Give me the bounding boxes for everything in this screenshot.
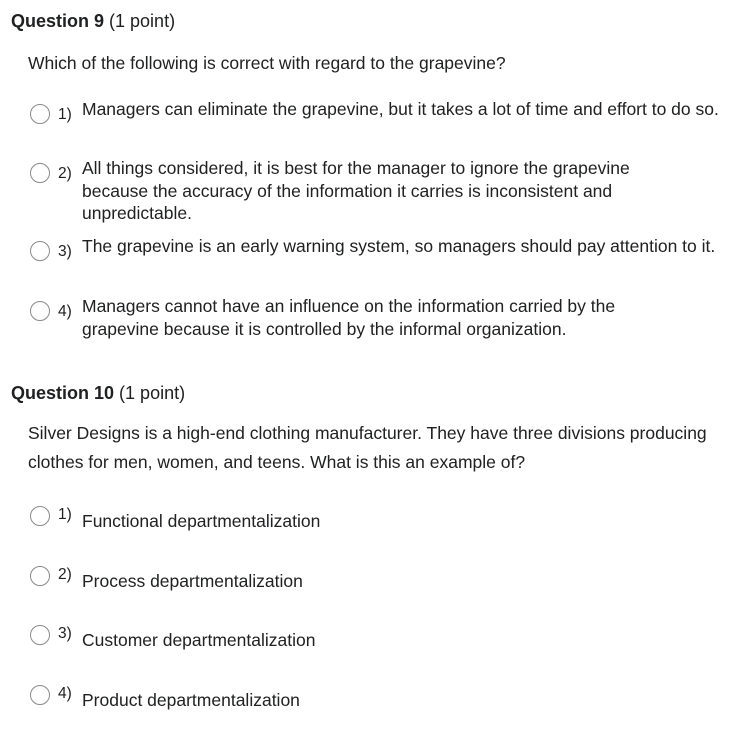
question-10-option-4[interactable] [30, 684, 742, 712]
radio-button[interactable] [30, 104, 50, 124]
question-9-option-3[interactable] [30, 235, 742, 262]
option-number: 3) [58, 243, 72, 260]
question-points: (1 point) [109, 11, 176, 31]
option-text: Functional departmentalization [82, 511, 321, 531]
radio-button[interactable] [30, 163, 50, 183]
question-10-text: Silver Designs is a high-end clothing manufacturer. They have three divisions producing clothes for men, women, and teens. What is this an example of? [28, 423, 707, 472]
option-text: Managers cannot have an influence on the information carried by the grapevine because it is controlled by the informal organization. [82, 296, 616, 339]
option-number: 2) [58, 165, 72, 182]
option-number: 1) [58, 106, 72, 123]
option-number: 4) [58, 303, 72, 320]
question-points: (1 point) [119, 383, 186, 403]
question-9-option-1[interactable] [30, 98, 742, 125]
question-10-header [11, 383, 185, 404]
question-9-option-2[interactable] [30, 157, 742, 225]
radio-button[interactable] [30, 301, 50, 321]
question-9-text: Which of the following is correct with regard to the grapevine? [28, 53, 506, 73]
radio-button[interactable] [30, 241, 50, 261]
option-number: 4) [58, 685, 72, 702]
question-10-option-1[interactable] [30, 505, 742, 533]
radio-button[interactable] [30, 625, 50, 645]
question-number: Question 9 [11, 11, 105, 31]
option-number: 2) [58, 566, 72, 583]
option-number: 1) [58, 506, 72, 523]
question-9-header [11, 11, 175, 32]
question-number: Question 10 [11, 383, 115, 403]
option-text: Managers can eliminate the grapevine, but it takes a lot of time and effort to do so. [82, 99, 719, 119]
option-text: All things considered, it is best for the manager to ignore the grapevine because the accuracy of the information it carries is inconsistent and unpredictable. [82, 158, 630, 223]
option-text: Process departmentalization [82, 571, 303, 591]
option-text: Customer departmentalization [82, 630, 316, 650]
question-10-option-3[interactable] [30, 624, 742, 652]
radio-button[interactable] [30, 566, 50, 586]
option-text: Product departmentalization [82, 690, 300, 710]
radio-button[interactable] [30, 685, 50, 705]
option-number: 3) [58, 625, 72, 642]
question-9-option-4[interactable] [30, 295, 742, 340]
radio-button[interactable] [30, 506, 50, 526]
question-10-option-2[interactable] [30, 565, 742, 593]
option-text: The grapevine is an early warning system, so managers should pay attention to it. [82, 236, 716, 256]
